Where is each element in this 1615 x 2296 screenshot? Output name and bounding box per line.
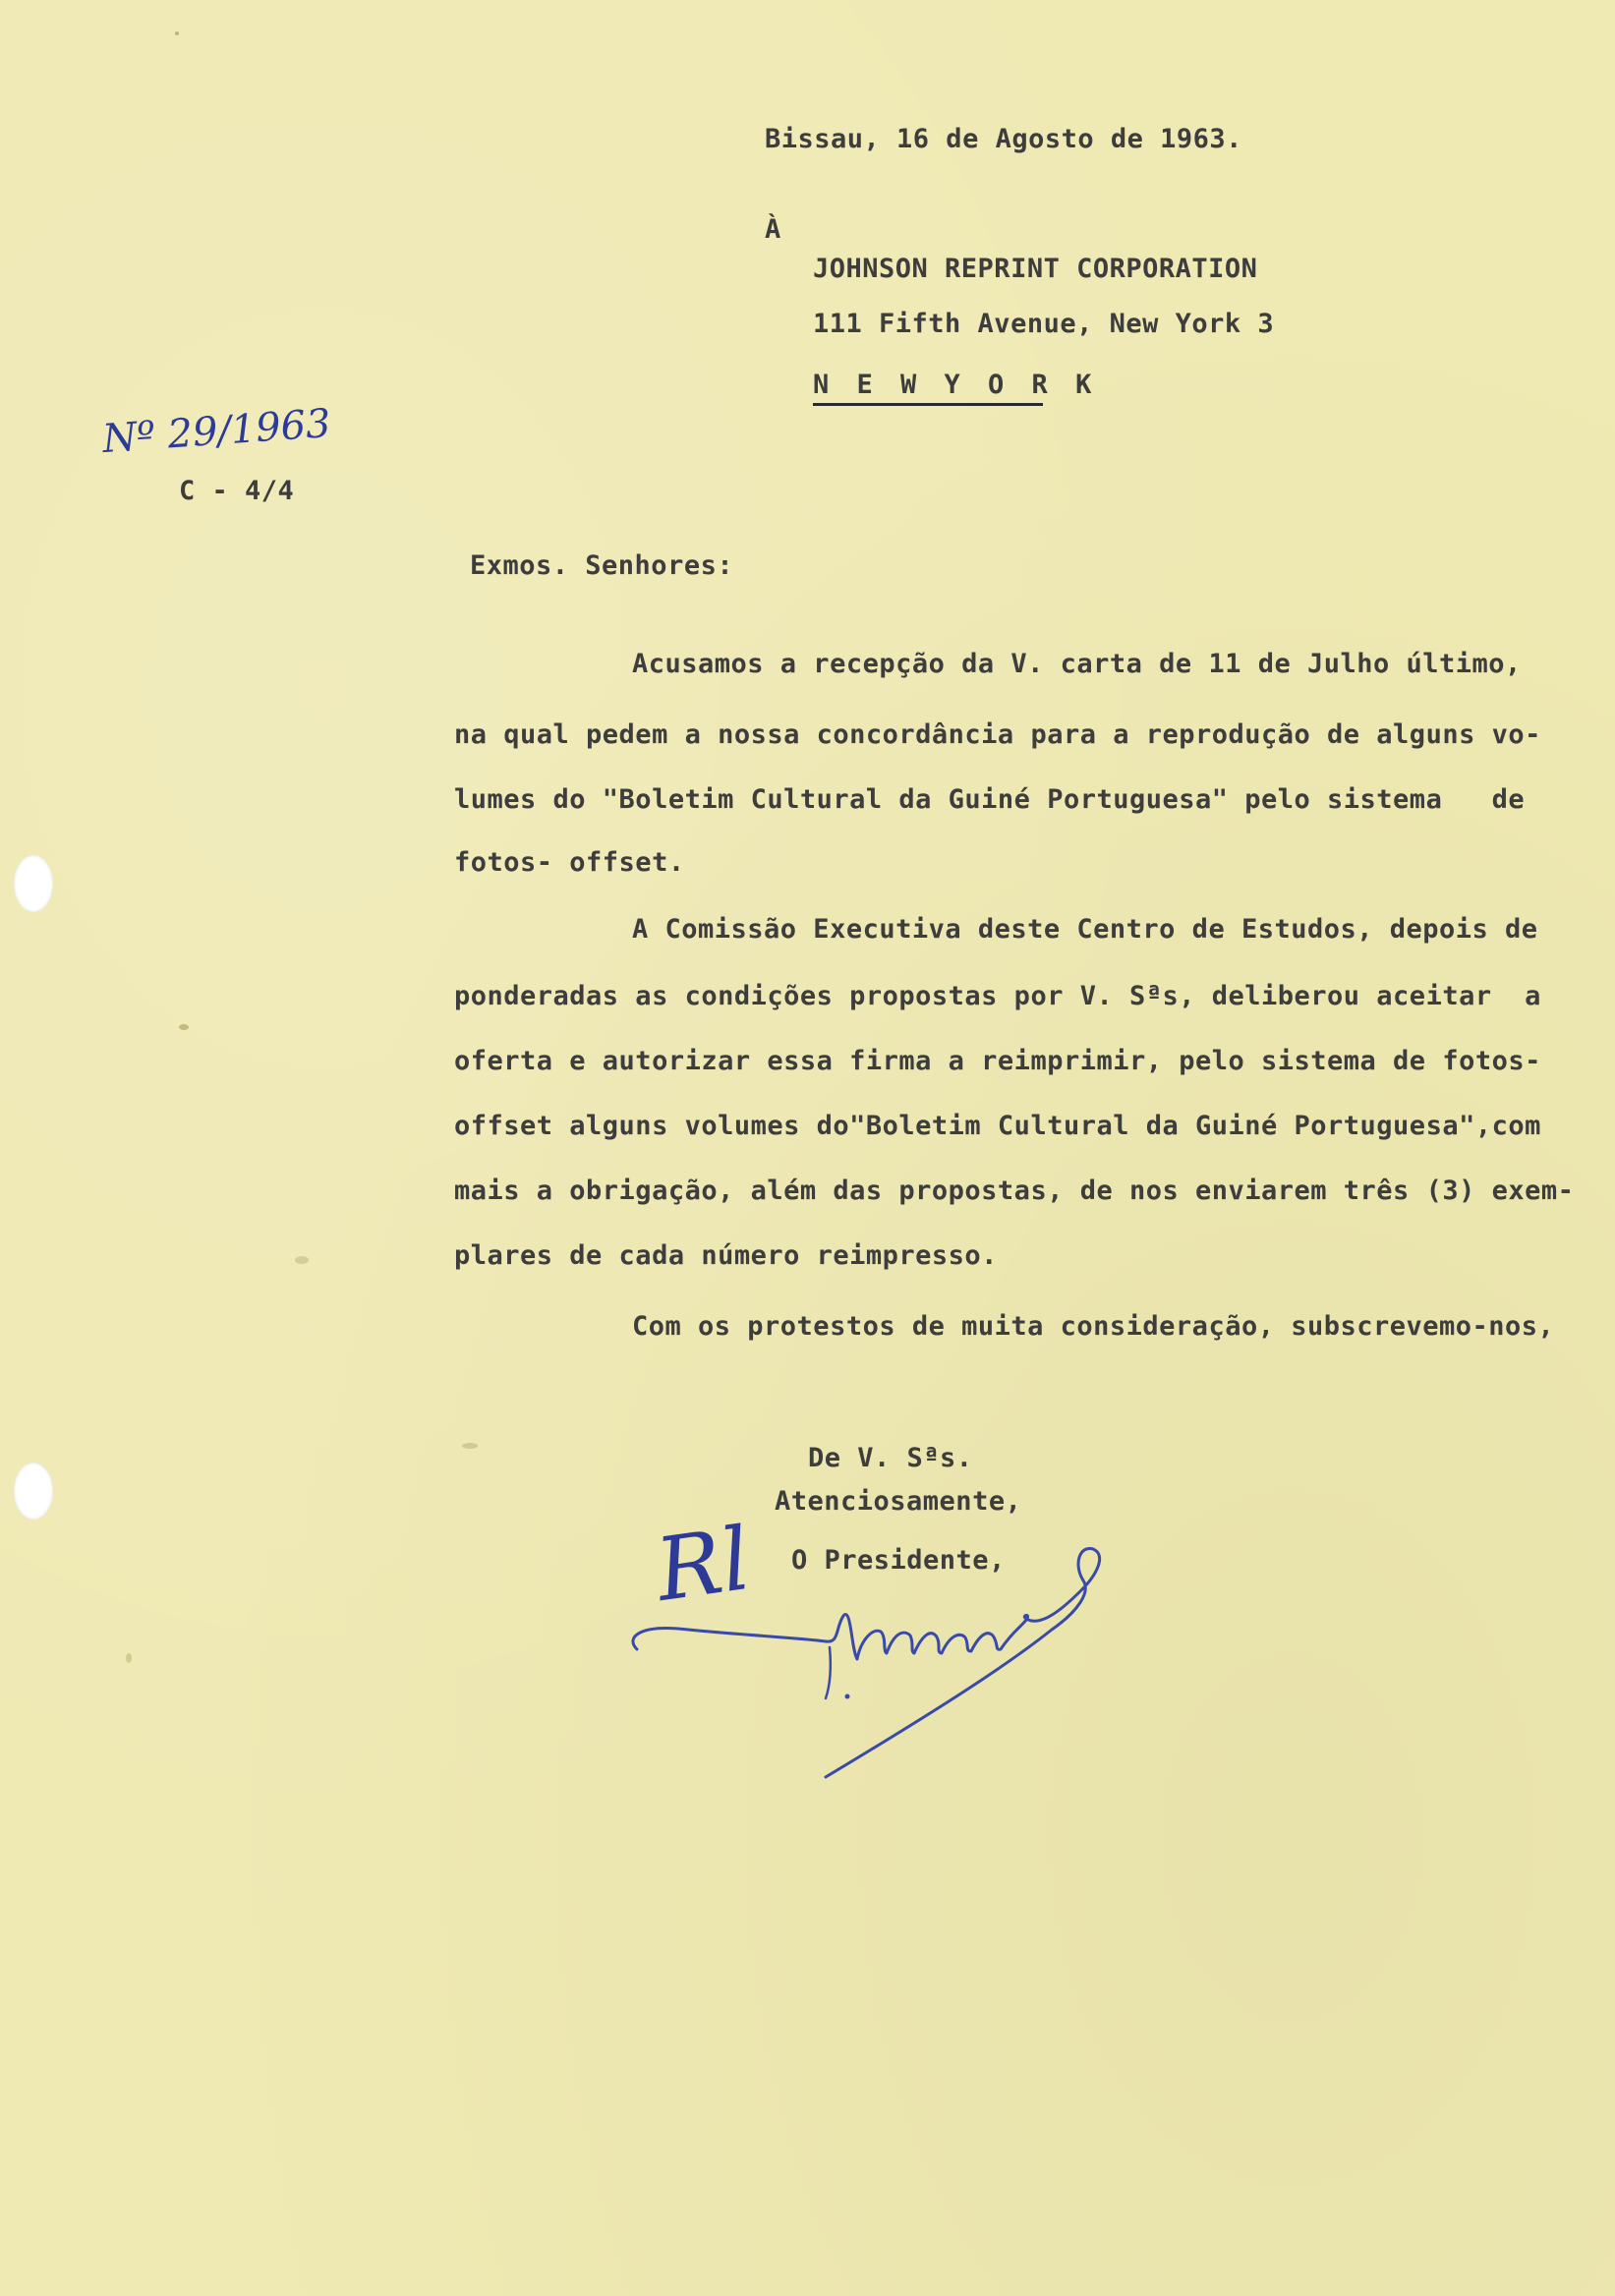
paper-speck (175, 31, 179, 35)
body-line: mais a obrigação, além das propostas, de nos enviarem três (3) exem- (454, 1176, 1575, 1206)
paper-speck (295, 1256, 309, 1264)
body-line: offset alguns volumes do"Boletim Cultural da Guiné Portuguesa",com (454, 1111, 1541, 1141)
punch-hole-bottom (14, 1463, 53, 1520)
handwritten-reference-number: Nº 29/1963 (100, 400, 333, 463)
closing-line-2: Atenciosamente, (775, 1486, 1022, 1517)
paper-speck (179, 1024, 189, 1030)
body-line: A Comissão Executiva deste Centro de Estudos, depois de (632, 914, 1538, 945)
salutation: Exmos. Senhores: (470, 550, 734, 581)
closing-line-3: O Presidente, (791, 1545, 1006, 1576)
to-prefix: À (765, 214, 781, 245)
recipient-line-1: JOHNSON REPRINT CORPORATION (813, 254, 1258, 284)
reference-code: C - 4/4 (179, 476, 295, 506)
body-line: Acusamos a recepção da V. carta de 11 de Julho último, (632, 649, 1522, 679)
closing-line-1: De V. Sªs. (808, 1443, 973, 1473)
paper-speck (462, 1443, 478, 1449)
signature-drawing (629, 1521, 1219, 1816)
body-line: na qual pedem a nossa concordância para a reprodução de alguns vo- (454, 719, 1541, 750)
body-line: plares de cada número reimpresso. (454, 1240, 998, 1271)
recipient-line-3: N E W Y O R K (813, 370, 1098, 400)
body-line: ponderadas as condições propostas por V. Sªs, deliberou aceitar a (454, 981, 1541, 1011)
body-line: fotos- offset. (454, 847, 685, 878)
recipient-underline (813, 403, 1043, 406)
handwritten-initials: Rl (650, 1507, 757, 1622)
paper-speck (126, 1653, 132, 1663)
recipient-line-2: 111 Fifth Avenue, New York 3 (813, 309, 1275, 339)
date-line: Bissau, 16 de Agosto de 1963. (765, 124, 1242, 154)
body-line: Com os protestos de muita consideração, subscrevemo-nos, (632, 1311, 1555, 1342)
body-line: oferta e autorizar essa firma a reimprimir, pelo sistema de fotos- (454, 1046, 1541, 1076)
punch-hole-top (14, 855, 53, 912)
body-line: lumes do "Boletim Cultural da Guiné Portuguesa" pelo sistema de (454, 784, 1526, 815)
